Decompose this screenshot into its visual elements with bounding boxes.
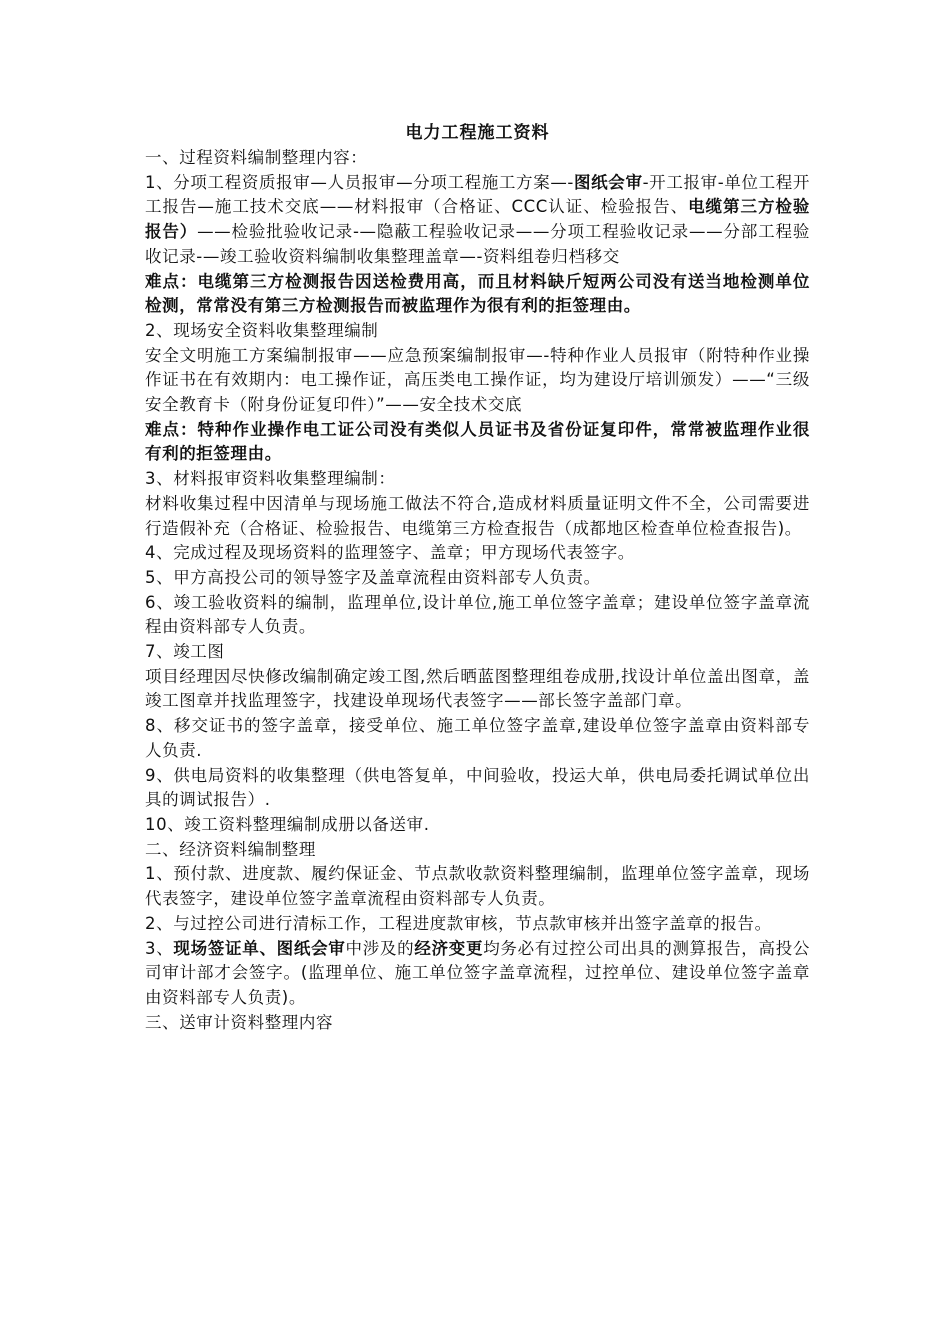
section-heading-1: 一、过程资料编制整理内容： [145, 148, 368, 167]
paragraph-1-text-c: ——检验批验收记录-—隐蔽工程验收记录——分项工程验收记录——分部工程验收记录-—竣工验收资料编制收集整理盖章—-资料组卷归档移交 [145, 222, 810, 266]
economic-item-3-bold-a: 现场签证单、图纸会审 [173, 938, 346, 958]
paragraph-1-text-b: -开工报审-单位工程开工报告—施工技术交底——材料报审（合格证、CCC认证、检验报告、 [145, 172, 810, 217]
economic-item-3 [145, 937, 810, 1011]
economic-item-3-text-a: 中涉及的 [345, 938, 415, 958]
economic-item-3-text-b: 均务必有过控公司出具的测算报告，高投公司审计部才会签字。(监理单位、施工单位签字盖章流程，过控单位、建设单位签字盖章由资料部专人负责)。 [145, 938, 811, 1007]
item-2-heading: 2、现场安全资料收集整理编制 [145, 320, 379, 340]
item-3-body: 材料收集过程中因清单与现场施工做法不符合,造成材料质量证明文件不全，公司需要进行造假补充（合格证、检验报告、电缆第三方检查报告（成都地区检查单位检查报告)。 [145, 493, 810, 538]
item-2-body: 安全文明施工方案编制报审——应急预案编制报审—-特种作业人员报审（附特种作业操作证书在有效期内：电工操作证，高压类电工操作证，均为建设厅培训颁发）——“三级安全教育卡（附身份证复印件）”——安全技术交底 [145, 345, 810, 415]
document-title: 电力工程施工资料 [405, 123, 550, 143]
item-4: 4、完成过程及现场资料的监理签字、盖章；甲方现场代表签字。 [145, 543, 635, 563]
difficulty-note-1: 难点：电缆第三方检测报告因送检费用高，而且材料缺斤短两公司没有送当地检测单位检测，常常没有第三方检测报告而被监理作为很有利的拒签理由。 [145, 271, 810, 316]
paragraph-1-bold-a: 图纸会审 [573, 172, 643, 192]
economic-item-1: 1、预付款、进度款、履约保证金、节点款收款资料整理编制，监理单位签字盖章，现场代表签字，建设单位签字盖章流程由资料部专人负责。 [145, 864, 810, 909]
paragraph-1-text-a: 1、分项工程资质报审—人员报审—分项工程施工方案—- [145, 172, 574, 192]
item-7-heading: 7、竣工图 [145, 642, 225, 662]
item-5: 5、甲方高投公司的领导签字及盖章流程由资料部专人负责。 [145, 567, 601, 587]
item-7-body: 项目经理因尽快修改编制确定竣工图,然后晒蓝图整理组卷成册,找设计单位盖出图章，盖竣工图章并找监理签字，找建设单现场代表签字——部长签字盖部门章。 [145, 666, 810, 711]
document-page [145, 120, 810, 1035]
item-3-heading: 3、材料报审资料收集整理编制： [145, 469, 396, 489]
item-6: 6、竣工验收资料的编制，监理单位,设计单位,施工单位签字盖章；建设单位签字盖章流程由资料部专人负责。 [145, 592, 810, 637]
economic-item-3-bold-b: 经济变更 [414, 938, 484, 958]
item-9: 9、供电局资料的收集整理（供电答复单，中间验收，投运大单，供电局委托调试单位出具的调试报告）. [145, 765, 810, 810]
item-8: 8、移交证书的签字盖章，接受单位、施工单位签字盖章,建设单位签字盖章由资料部专人负责. [145, 716, 810, 760]
section-heading-2: 二、经济资料编制整理 [145, 839, 316, 859]
section-heading-3: 三、送审计资料整理内容 [145, 1012, 334, 1032]
item-10: 10、竣工资料整理编制成册以备送审. [145, 814, 430, 834]
paragraph-1-bold-b: 电缆第三方检验报告） [145, 197, 810, 242]
economic-item-2: 2、与过控公司进行清标工作，工程进度款审核，节点款审核并出签字盖章的报告。 [145, 913, 772, 933]
economic-item-3-num: 3、 [145, 938, 174, 958]
difficulty-note-2: 难点：特种作业操作电工证公司没有类似人员证书及省份证复印件，常常被监理作业很有利的拒签理由。 [145, 419, 810, 464]
paragraph-1 [145, 171, 810, 270]
